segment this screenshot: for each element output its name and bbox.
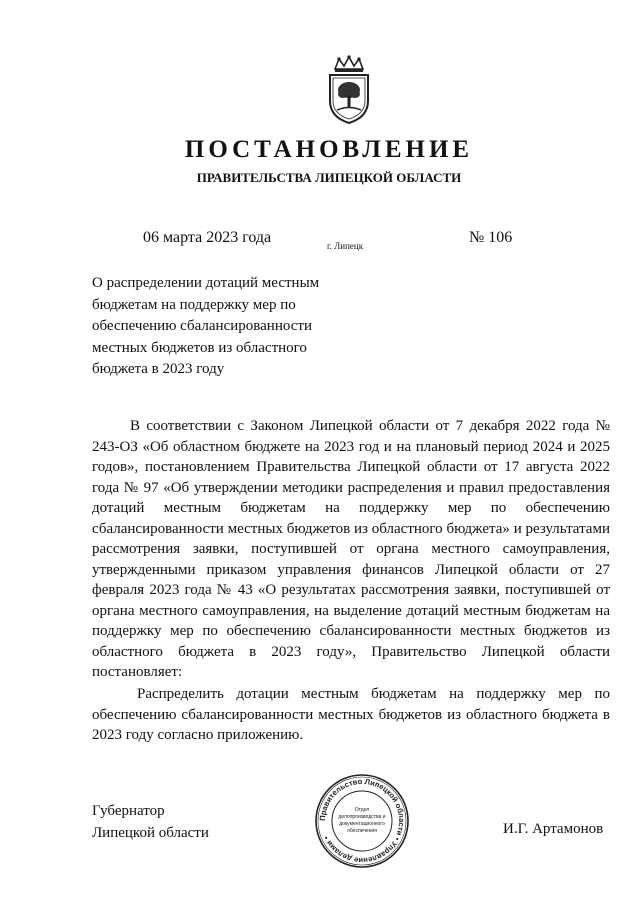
body-paragraph-2: Распределить дотации местным бюджетам на поддержку мер по обеспечению сбалансированности местных бюджетов из областного бюджета в 2023 году согласно приложению. [92,686,610,743]
body-paragraph-1: В соответствии с Законом Липецкой области от 7 декабря 2022 года № 243-ОЗ «Об областном бюджете на 2023 год и на плановый период 2024 и 2025 годов», постановлением Правительства Липецкой области от 17 августа 2022 года № 97 «Об утверждении методики распределения и правил предоставления дотаций местным бюджетам на поддержку мер по обеспечению сбалансированности местных бюджетов из областного бюджета» и результатами рассмотрения заявки, поступившей от органа местного самоуправления, утвержденными приказом управления финансов Липецкой области от 27 февраля 2023 года № 43 «О результатах рассмотрения заявки, поступившей от органа местного самоуправления, на выделение дотаций местным бюджетам на поддержку мер по обеспечению сбалансированности местных бюджетов из областного бюджета в 2023 году», Правительство Липецкой области постановляет: [92,418,610,680]
stamp-center-line-3: документационного [339,821,385,827]
signatory-name: И.Г. Артамонов [503,821,604,837]
signatory-position-line-1: Губернатор [92,803,165,819]
coat-of-arms-icon [325,55,373,125]
document-issuer: ПРАВИТЕЛЬСТВА ЛИПЕЦКОЙ ОБЛАСТИ [196,170,462,185]
stamp-center-line-2: делопроизводства и [338,814,386,820]
stamp-center-line-4: обеспечения [347,828,377,834]
document-title: ПОСТАНОВЛЕНИЕ [184,136,474,163]
signatory-position-line-2: Липецкой области [92,825,209,841]
signatory-position [92,800,209,844]
stamp-ring-text: Правительство Липецкой области • Управление делами • [317,776,407,866]
document-city: г. Липецк [327,241,364,251]
document-subject: О распределении дотаций местным бюджетам на поддержку мер по обеспечению сбалансированности местных бюджетов из областного бюджета в 2023 году [92,275,320,377]
official-stamp [314,773,410,869]
document-number: № 106 [469,229,513,246]
document-date: 06 марта 2023 года [143,229,272,246]
stamp-center-line-1: Отдел [354,807,370,813]
